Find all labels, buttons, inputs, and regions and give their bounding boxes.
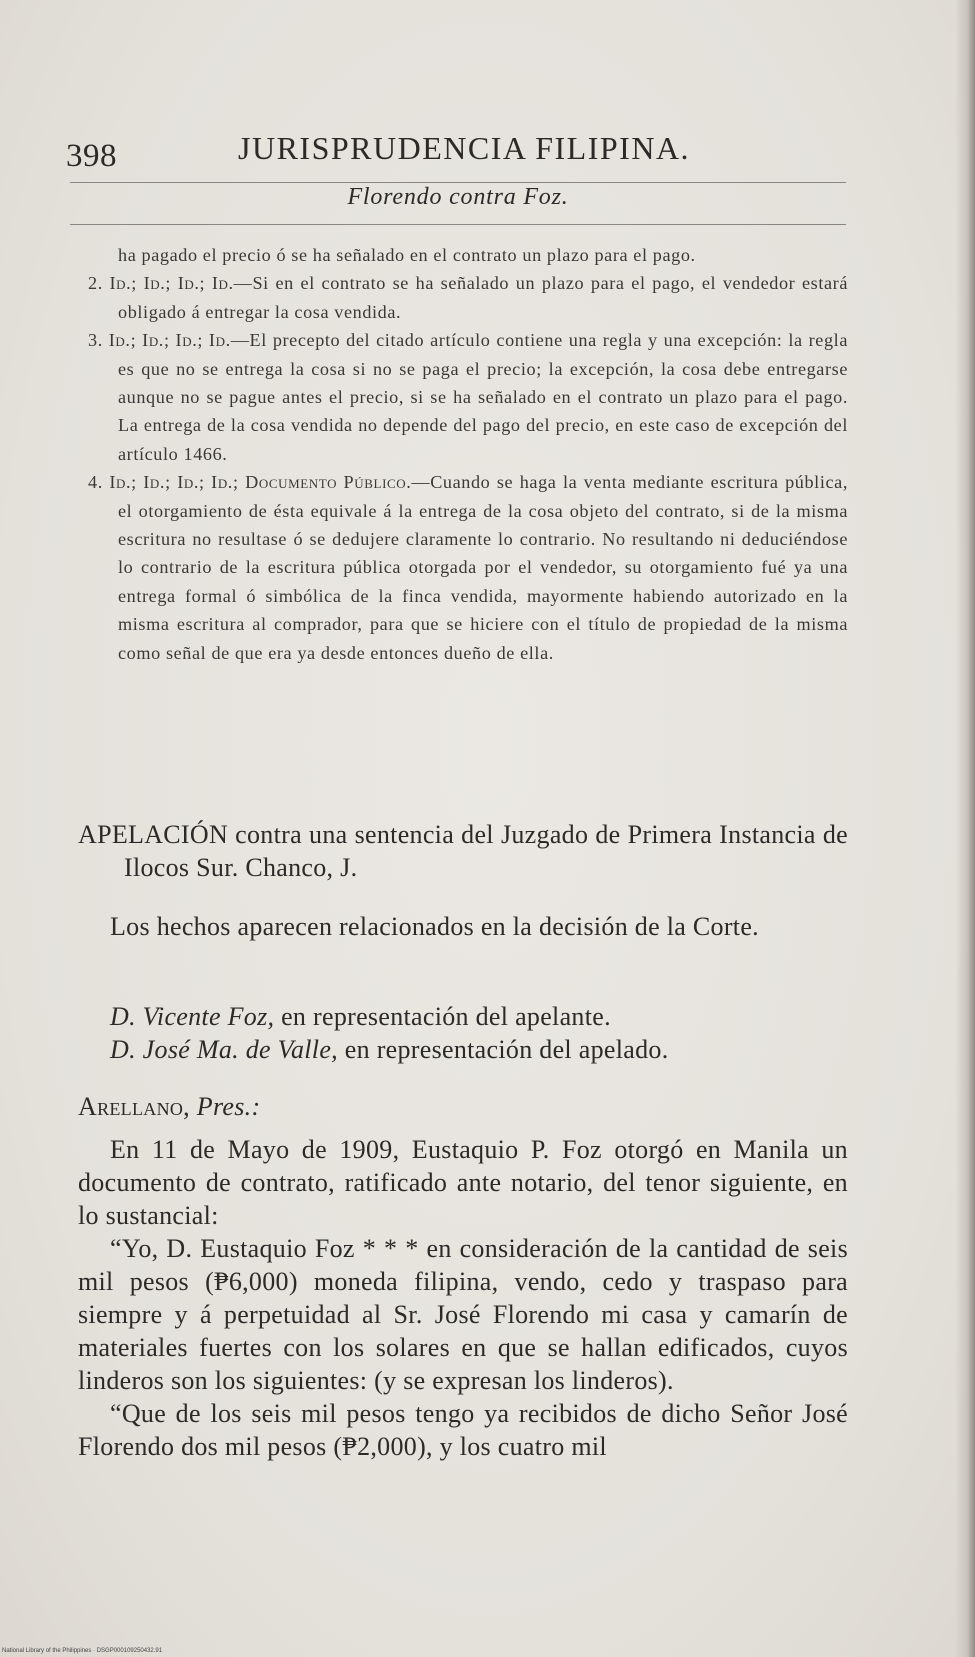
running-title: JURISPRUDENCIA FILIPINA. — [238, 130, 691, 166]
counsel-appellant-name: D. Vicente Foz, — [110, 1002, 275, 1031]
counsel-appellant — [78, 1000, 848, 1033]
opinion-judge: Arellano, — [78, 1092, 190, 1121]
page-edge-shadow — [955, 0, 975, 1657]
scan-footer: National Library of the Philippines · DSGP000109250432.91 — [2, 1648, 163, 1654]
facts-block — [78, 910, 848, 943]
syllabus-item-4 — [78, 468, 848, 667]
syllabus — [78, 241, 848, 667]
syllabus-item-3-text: —El precepto del citado artículo contiene una regla y una excepción: la regla es que no se entrega la cosa si no se paga el precio; la excepción, la cosa debe entregarse aunque no se pague antes el precio, si se ha señalado en el contrato un plazo para el pago. La entrega de la cosa vendida no depende del pago del precio, en este caso de excepción del artículo 1466. — [118, 330, 848, 464]
counsel-appellee-name: D. José Ma. de Valle, — [110, 1035, 338, 1064]
header-rule-bottom — [70, 224, 846, 225]
case-title: Florendo contra Foz. — [347, 184, 569, 210]
counsel-appellee-role: en representación del apelado. — [337, 1035, 669, 1064]
counsel-block — [78, 1000, 848, 1066]
appeal-block — [78, 818, 848, 884]
opinion-paragraph-3: “Que de los seis mil pesos tengo ya recibidos de dicho Señor José Florendo dos mil pesos (₱2,000), y los cuatro mil — [78, 1399, 848, 1461]
counsel-appellant-role: en representación del apelante. — [274, 1002, 611, 1031]
facts-paragraph: Los hechos aparecen relacionados en la decisión de la Corte. — [110, 912, 759, 941]
header-rule-top — [70, 182, 846, 183]
syllabus-item-3 — [78, 326, 848, 468]
syllabus-continuation: ha pagado el precio ó se ha señalado en el contrato un plazo para el pago. — [118, 245, 696, 265]
appeal-line: APELACIÓN contra una sentencia del Juzgado de Primera Instancia de Ilocos Sur. Chanco, J. — [78, 820, 848, 882]
syllabus-item-2-label: 2. Id.; Id.; Id.; Id. — [88, 273, 234, 294]
opinion-paragraph-1: En 11 de Mayo de 1909, Eustaquio P. Foz otorgó en Manila un documento de contrato, ratificado ante notario, del tenor siguiente, en lo sustancial: — [78, 1135, 848, 1230]
opinion-paragraph-2: “Yo, D. Eustaquio Foz * * * en consideración de la cantidad de seis mil pesos (₱6,000) moneda filipina, vendo, cedo y traspaso para siempre y á perpetuidad al Sr. José Florendo mi casa y camarín de materiales fuertes con los solares en que se hallan edificados, cuyos linderos son los siguientes: (y se expresan los linderos). — [78, 1234, 848, 1395]
syllabus-item-4-label: 4. Id.; Id.; Id.; Id.; Documento Público. — [88, 472, 412, 493]
counsel-appellee — [78, 1033, 848, 1066]
page-header — [66, 124, 846, 172]
syllabus-item-3-label: 3. Id.; Id.; Id.; Id. — [88, 330, 231, 351]
syllabus-item-2 — [78, 269, 848, 326]
syllabus-item-4-text: —Cuando se haga la venta mediante escritura pública, el otorgamiento de ésta equivale á la entrega de la cosa objeto del contrato, si de la misma escritura no resultase ó se dedujere claramente lo contrario. No resultando ni deduciéndose lo contrario de la escritura pública otorgada por el vendedor, su otorgamiento fué ya una entrega formal ó simbólica de la finca vendida, mayormente habiendo autorizado en la misma escritura al comprador, para que se hiciere con el título de propiedad de la misma como señal de que era ya desde entonces dueño de ella. — [118, 472, 848, 663]
opinion-judge-title: Pres.: — [189, 1092, 261, 1121]
opinion-author — [78, 1090, 848, 1123]
opinion-block — [78, 1090, 848, 1463]
syllabus-item-2-text: —Si en el contrato se ha señalado un plazo para el pago, el vendedor estará obligado á entregar la cosa vendida. — [118, 273, 848, 322]
page-number: 398 — [66, 138, 117, 174]
